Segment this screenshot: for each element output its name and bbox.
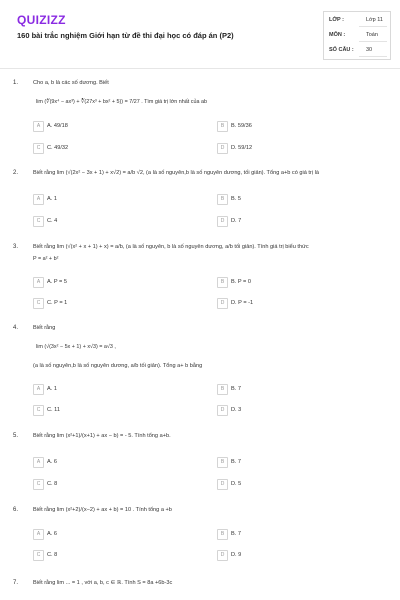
option-d[interactable] (217, 298, 387, 309)
option-letter: A (33, 194, 44, 205)
option-text: C. 8 (47, 552, 58, 558)
option-text: A. 6 (47, 459, 57, 465)
option-d[interactable] (217, 143, 387, 154)
option-text: D. 7 (231, 218, 242, 224)
option-c[interactable] (33, 479, 203, 490)
question-number: 4. (13, 325, 19, 331)
option-b[interactable] (217, 121, 387, 132)
option-letter: B (217, 277, 228, 288)
option-text: D. 5 (231, 481, 242, 487)
option-c[interactable] (33, 405, 203, 416)
option-letter: D (217, 405, 228, 416)
question-formula: P = a² + b² (33, 256, 59, 262)
option-a[interactable] (33, 457, 203, 468)
meta-key: MÔN : (329, 32, 346, 38)
option-letter: D (217, 550, 228, 561)
question-number: 2. (13, 170, 19, 176)
option-letter: D (217, 479, 228, 490)
option-letter: A (33, 529, 44, 540)
meta-key: SỐ CÂU : (329, 47, 354, 53)
option-letter: D (217, 298, 228, 309)
option-b[interactable] (217, 277, 387, 288)
option-b[interactable] (217, 384, 387, 395)
option-d[interactable] (217, 216, 387, 227)
option-text: A. P = 5 (47, 279, 67, 285)
option-a[interactable] (33, 384, 203, 395)
question-stem: Biết rằng lim (√(x² + x + 1) + x) = a/b, (a là số nguyên, b là số nguyên dương, a/b tối giản). Tính giá trị biểu thức (33, 244, 309, 250)
option-c[interactable] (33, 298, 203, 309)
option-letter: C (33, 479, 44, 490)
meta-box (323, 11, 391, 60)
option-letter: B (217, 457, 228, 468)
option-text: B. 7 (231, 459, 241, 465)
question-number: 7. (13, 580, 19, 586)
meta-value: Lớp 11 (366, 17, 383, 23)
question-stem: Cho a, b là các số dương. Biết (33, 80, 109, 86)
option-letter: B (217, 384, 228, 395)
meta-row-subject (329, 29, 387, 42)
option-text: D. 59/12 (231, 145, 253, 151)
question-stem: Biết rằng lim ... = 1 , với a, b, c ∈ ℝ. Tính S = 8a +6b-3c (33, 580, 173, 586)
meta-row-count (329, 44, 387, 57)
quizizz-logo: QUIZIZZ (17, 13, 66, 27)
question-stem: Biết rằng lim (√(2x² − 3x + 1) + x√2) = a/b √2, (a là số nguyên,b là số nguyên dương, tối giản). Tổng a+b có giá trị là (33, 170, 319, 176)
meta-key: LỚP : (329, 17, 344, 23)
option-letter: B (217, 529, 228, 540)
option-a[interactable] (33, 529, 203, 540)
option-text: B. 7 (231, 531, 241, 537)
question-number: 6. (13, 507, 19, 513)
meta-value: 30 (366, 47, 373, 53)
option-letter: A (33, 277, 44, 288)
option-letter: A (33, 384, 44, 395)
option-letter: B (217, 121, 228, 132)
page-title: 160 bài trắc nghiệm Giới hạn từ đề thi đại học có đáp án (P2) (17, 31, 234, 40)
option-a[interactable] (33, 121, 203, 132)
header-divider (0, 68, 400, 69)
question-stem: Biết rằng (33, 325, 56, 331)
option-d[interactable] (217, 479, 387, 490)
option-b[interactable] (217, 194, 387, 205)
option-letter: C (33, 298, 44, 309)
option-d[interactable] (217, 550, 387, 561)
option-c[interactable] (33, 216, 203, 227)
option-text: D. P = -1 (231, 300, 254, 306)
option-b[interactable] (217, 457, 387, 468)
option-text: C. 8 (47, 481, 58, 487)
option-text: B. P = 0 (231, 279, 251, 285)
option-letter: B (217, 194, 228, 205)
option-text: A. 49/18 (47, 123, 68, 129)
option-text: D. 9 (231, 552, 242, 558)
option-letter: C (33, 550, 44, 561)
option-text: C. P = 1 (47, 300, 68, 306)
option-text: A. 1 (47, 386, 57, 392)
question-number: 3. (13, 244, 19, 250)
option-text: C. 4 (47, 218, 58, 224)
option-letter: A (33, 457, 44, 468)
option-b[interactable] (217, 529, 387, 540)
option-letter: A (33, 121, 44, 132)
page-header (0, 0, 400, 68)
question-number: 5. (13, 433, 19, 439)
option-text: A. 1 (47, 196, 57, 202)
option-text: B. 59/36 (231, 123, 252, 129)
question-subtext: (a là số nguyên,b là số nguyên dương, a/b tối giản). Tổng a+ b bằng (33, 363, 203, 369)
meta-value: Toán (366, 32, 378, 38)
option-letter: D (217, 143, 228, 154)
option-d[interactable] (217, 405, 387, 416)
meta-row-class (329, 14, 387, 27)
question-stem: Biết rằng lim (x²+1)/(x+1) + ax − b) = - 5. Tính tổng a+b. (33, 433, 171, 439)
option-text: A. 6 (47, 531, 57, 537)
option-letter: C (33, 143, 44, 154)
option-a[interactable] (33, 277, 203, 288)
question-formula: lim (√(3x² − 5x + 1) + x√3) = a√3 , (36, 344, 116, 350)
option-c[interactable] (33, 550, 203, 561)
option-text: C. 49/32 (47, 145, 69, 151)
question-stem: Biết rằng lim (x²+2)/(x−2) + ax + b) = 10 . Tính tổng a +b (33, 507, 172, 513)
option-letter: D (217, 216, 228, 227)
option-c[interactable] (33, 143, 203, 154)
option-text: D. 3 (231, 407, 242, 413)
option-a[interactable] (33, 194, 203, 205)
option-letter: C (33, 405, 44, 416)
question-number: 1. (13, 80, 19, 86)
option-text: C. 11 (47, 407, 60, 413)
option-text: B. 7 (231, 386, 241, 392)
option-text: B. 5 (231, 196, 241, 202)
question-formula: lim (∜(9x⁴ − ax³) + ∛(27x³ + bx² + 5)) = 7/27 . Tìm giá trị lớn nhất của ab (36, 99, 207, 105)
option-letter: C (33, 216, 44, 227)
